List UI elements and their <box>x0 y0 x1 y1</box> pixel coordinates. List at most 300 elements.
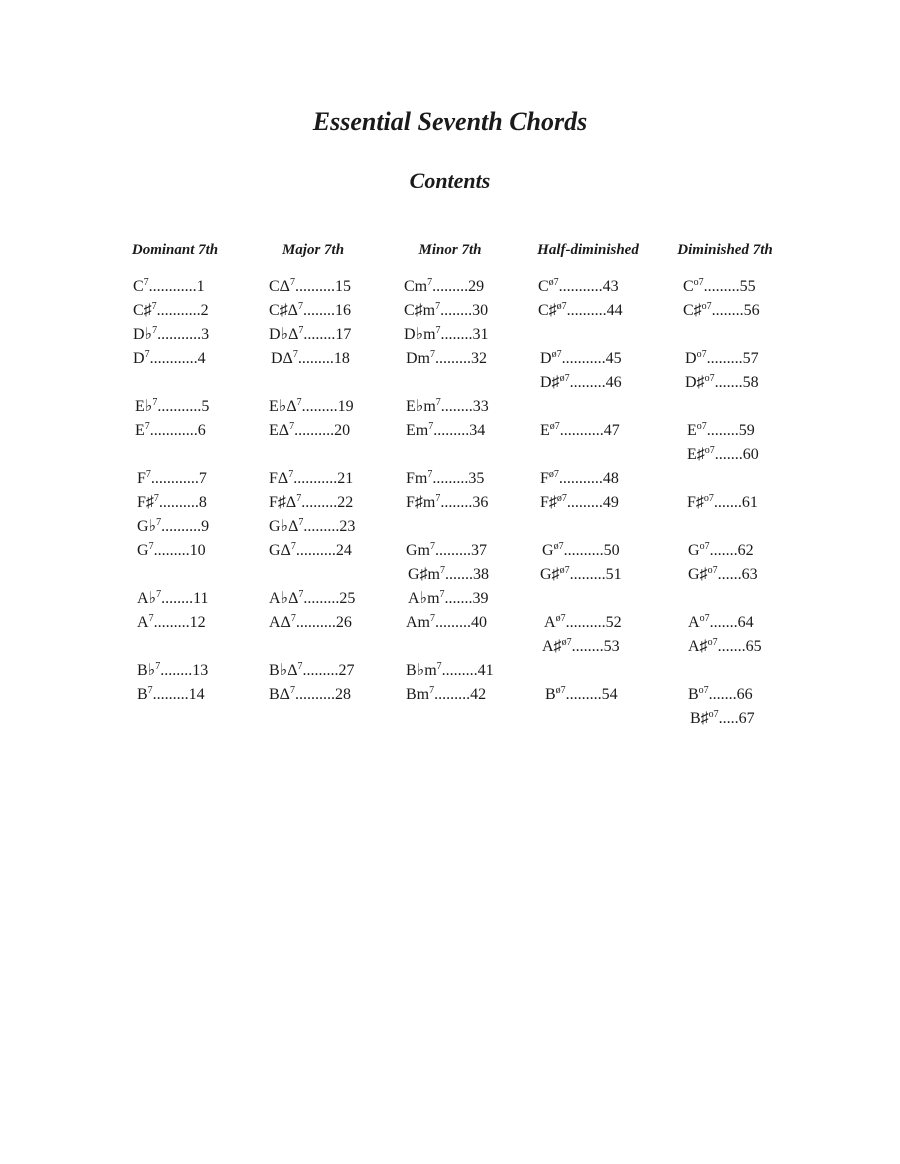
page-number: 12 <box>189 614 206 631</box>
page-number: 67 <box>738 710 755 727</box>
leader-dots: ........ <box>440 494 473 511</box>
contents-entry <box>540 565 622 585</box>
chord-superscript: 7 <box>148 541 154 552</box>
contents-entry <box>404 325 489 345</box>
chord-superscript: 7 <box>435 397 441 408</box>
contents-entry <box>408 565 489 585</box>
contents-entry <box>269 397 354 417</box>
page-number: 63 <box>741 566 758 583</box>
contents-entry <box>133 325 209 345</box>
chord-superscript: o7 <box>693 277 704 288</box>
page-title: Essential Seventh Chords <box>312 107 588 136</box>
chord-name: G <box>542 542 554 559</box>
chord-superscript: 7 <box>153 493 159 504</box>
contents-entry <box>269 301 351 321</box>
page-number: 28 <box>334 686 351 703</box>
chord-superscript: 7 <box>151 301 157 312</box>
page-number: 45 <box>605 350 622 367</box>
leader-dots: ....... <box>444 590 473 607</box>
chord-superscript: o7 <box>707 637 718 648</box>
page-number: 58 <box>742 374 759 391</box>
leader-dots: ......... <box>566 494 603 511</box>
page-number: 5 <box>201 398 210 415</box>
chord-superscript: 7 <box>144 349 150 360</box>
leader-dots: ......... <box>153 542 190 559</box>
page-number: 2 <box>200 302 209 319</box>
page-number: 40 <box>471 614 487 631</box>
chord-superscript: ø7 <box>553 541 564 552</box>
leader-dots: ............ <box>150 470 199 487</box>
chord-name: C♯ <box>133 302 152 319</box>
contents-entry <box>135 421 206 441</box>
contents-entry <box>137 469 207 489</box>
leader-dots: ....... <box>708 686 737 703</box>
contents-entry <box>408 589 489 609</box>
column-header-diminished-7th: Diminished 7th <box>677 242 773 258</box>
chord-superscript: o7 <box>708 709 719 720</box>
leader-dots: ........... <box>157 398 202 415</box>
chord-superscript: 7 <box>289 421 295 432</box>
page-number: 64 <box>737 614 754 631</box>
chord-name: D <box>540 350 552 367</box>
page-number: 47 <box>603 422 620 439</box>
page-number: 44 <box>606 302 623 319</box>
contents-entry <box>269 661 355 681</box>
chord-name: B <box>545 686 556 703</box>
leader-dots: ......... <box>432 470 469 487</box>
chord-superscript: 7 <box>297 661 303 672</box>
page-number: 52 <box>605 614 622 631</box>
chord-superscript: o7 <box>696 421 707 432</box>
chord-name: Am <box>406 614 430 631</box>
chord-superscript: 7 <box>156 517 162 528</box>
page-number: 41 <box>477 662 494 679</box>
chord-name: C <box>538 278 549 295</box>
chord-name: G♭ <box>137 518 157 535</box>
leader-dots: ......... <box>153 614 190 631</box>
leader-dots: ............ <box>148 278 197 295</box>
chord-name: G♯ <box>688 566 708 583</box>
leader-dots: ......... <box>706 350 743 367</box>
contents-entry <box>406 349 487 369</box>
chord-superscript: 7 <box>440 565 445 576</box>
chord-superscript: 7 <box>430 349 435 360</box>
contents-entry <box>540 373 622 393</box>
chord-superscript: o7 <box>704 445 715 456</box>
chord-superscript: ø7 <box>556 301 567 312</box>
leader-dots: ......... <box>569 566 606 583</box>
chord-name: C♯Δ <box>269 302 298 319</box>
chord-superscript: 7 <box>297 301 303 312</box>
chord-name: A <box>688 614 700 631</box>
chord-superscript: 7 <box>427 277 433 288</box>
chord-name: Gm <box>406 542 430 559</box>
chord-name: A <box>137 614 149 631</box>
chord-superscript: o7 <box>703 493 714 504</box>
chord-name: B <box>688 686 699 703</box>
page-number: 20 <box>334 422 351 439</box>
page-number: 49 <box>602 494 619 511</box>
leader-dots: .......... <box>295 614 336 631</box>
leader-dots: ........... <box>157 326 202 343</box>
contents-entry <box>269 613 352 633</box>
chord-name: G♯m <box>408 566 440 583</box>
page-number: 62 <box>737 542 754 559</box>
leader-dots: ......... <box>703 278 740 295</box>
page-number: 33 <box>472 398 489 415</box>
page-number: 26 <box>335 614 352 631</box>
leader-dots: ......... <box>433 422 470 439</box>
page-number: 32 <box>471 350 487 367</box>
contents-entry <box>406 397 489 417</box>
leader-dots: ......... <box>152 686 189 703</box>
chord-superscript: 7 <box>147 685 153 696</box>
chord-superscript: 7 <box>290 541 296 552</box>
leader-dots: ....... <box>713 494 742 511</box>
chord-superscript: 7 <box>296 397 302 408</box>
contents-entry <box>687 421 755 441</box>
page-number: 13 <box>192 662 209 679</box>
contents-entry <box>404 277 484 297</box>
leader-dots: ......... <box>569 374 606 391</box>
page-number: 10 <box>189 542 206 559</box>
chord-superscript: ø7 <box>555 613 566 624</box>
page-number: 11 <box>193 590 209 607</box>
page-number: 18 <box>333 350 350 367</box>
leader-dots: ........ <box>160 662 193 679</box>
page-number: 38 <box>473 566 489 583</box>
chord-superscript: 7 <box>155 661 161 672</box>
chord-superscript: 7 <box>427 469 433 480</box>
leader-dots: ........... <box>293 470 338 487</box>
leader-dots: ....... <box>445 566 473 583</box>
page-number: 14 <box>188 686 205 703</box>
leader-dots: ........... <box>558 278 603 295</box>
leader-dots: ....... <box>709 542 738 559</box>
chord-superscript: 7 <box>152 397 158 408</box>
chord-superscript: 7 <box>298 325 304 336</box>
page-number: 17 <box>335 326 352 343</box>
chord-superscript: ø7 <box>548 469 559 480</box>
chord-name: F♯ <box>540 494 557 511</box>
leader-dots: .......... <box>563 542 604 559</box>
chord-name: AΔ <box>269 614 291 631</box>
page-number: 37 <box>471 542 487 559</box>
page-number: 35 <box>468 470 485 487</box>
chord-name: E <box>540 422 550 439</box>
chord-name: A <box>544 614 556 631</box>
leader-dots: ......... <box>301 398 338 415</box>
chord-superscript: 7 <box>429 685 435 696</box>
contents-entry <box>269 541 352 561</box>
page-number: 1 <box>196 278 205 295</box>
contents-entry <box>133 349 206 369</box>
page-number: 7 <box>198 470 207 487</box>
chord-superscript: ø7 <box>559 565 570 576</box>
contents-entry <box>685 373 759 393</box>
chord-superscript: o7 <box>699 541 710 552</box>
contents-entry <box>544 613 622 633</box>
leader-dots: ....... <box>714 374 743 391</box>
chord-name: G♭Δ <box>269 518 299 535</box>
chord-name: Bm <box>406 686 430 703</box>
leader-dots: ......... <box>297 350 334 367</box>
contents-entry <box>406 469 484 489</box>
chord-name: D♭ <box>133 326 153 343</box>
leader-dots: .......... <box>295 542 336 559</box>
leader-dots: .......... <box>566 302 607 319</box>
chord-name: C <box>683 278 694 295</box>
page-number: 6 <box>197 422 206 439</box>
page-number: 50 <box>603 542 620 559</box>
contents-entry <box>135 397 209 417</box>
page-number: 22 <box>337 494 354 511</box>
page-number: 61 <box>741 494 758 511</box>
chord-name: A♭m <box>408 590 440 607</box>
page-number: 29 <box>468 278 485 295</box>
page-number: 19 <box>337 398 354 415</box>
leader-dots: ....... <box>714 446 743 463</box>
contents-entry <box>688 613 754 633</box>
chord-name: E <box>687 422 697 439</box>
contents-entry <box>688 565 758 585</box>
leader-dots: ........... <box>559 422 604 439</box>
contents-entry <box>688 541 754 561</box>
contents-entry <box>133 277 205 297</box>
chord-superscript: ø7 <box>559 373 570 384</box>
page-number: 56 <box>743 302 760 319</box>
chord-name: BΔ <box>269 686 290 703</box>
contents-entry <box>542 637 620 657</box>
chord-name: F♯m <box>406 494 436 511</box>
leader-dots: ........ <box>440 398 473 415</box>
contents-entry <box>540 421 620 441</box>
chord-name: C <box>133 278 144 295</box>
contents-entry <box>406 661 494 681</box>
contents-entry <box>538 301 623 321</box>
page-number: 4 <box>197 350 206 367</box>
page-number: 23 <box>339 518 356 535</box>
contents-entry <box>683 301 760 321</box>
chord-name: Em <box>406 422 429 439</box>
page-number: 55 <box>739 278 756 295</box>
leader-dots: ........... <box>561 350 606 367</box>
page-number: 59 <box>738 422 755 439</box>
chord-superscript: 7 <box>435 493 441 504</box>
contents-entry <box>687 493 758 513</box>
contents-entry <box>137 541 206 561</box>
leader-dots: ......... <box>441 662 478 679</box>
chord-name: F♯ <box>137 494 154 511</box>
contents-entry <box>137 517 209 537</box>
page-number: 24 <box>335 542 352 559</box>
contents-entry <box>137 493 207 513</box>
contents-entry <box>271 349 350 369</box>
page-number: 48 <box>602 470 619 487</box>
chord-name: A♭Δ <box>269 590 299 607</box>
chord-superscript: ø7 <box>555 685 566 696</box>
contents-entry <box>137 613 206 633</box>
chord-name: C♯ <box>538 302 557 319</box>
contents-entry <box>545 685 618 705</box>
leader-dots: ...... <box>717 566 742 583</box>
chord-name: F♯Δ <box>269 494 297 511</box>
chord-superscript: 7 <box>436 661 442 672</box>
chord-superscript: o7 <box>707 565 718 576</box>
chord-name: EΔ <box>269 422 290 439</box>
contents-entry <box>688 637 762 657</box>
page-number: 34 <box>469 422 486 439</box>
chord-superscript: 7 <box>152 325 158 336</box>
leader-dots: .......... <box>294 686 335 703</box>
contents-entry <box>540 469 619 489</box>
contents-entry <box>137 589 209 609</box>
leader-dots: ......... <box>435 614 471 631</box>
contents-entry <box>406 493 488 513</box>
chord-superscript: 7 <box>289 685 295 696</box>
contents-entry <box>404 301 488 321</box>
leader-dots: ........... <box>156 302 201 319</box>
chord-name: B♭m <box>406 662 437 679</box>
chord-name: C♯m <box>404 302 436 319</box>
chord-superscript: 7 <box>298 589 304 600</box>
chord-name: Cm <box>404 278 428 295</box>
leader-dots: .......... <box>294 422 335 439</box>
chord-name: F <box>540 470 549 487</box>
chord-superscript: 7 <box>290 613 296 624</box>
page-number: 21 <box>337 470 354 487</box>
page-number: 42 <box>470 686 487 703</box>
leader-dots: ........ <box>440 302 473 319</box>
chord-name: D♯ <box>540 374 560 391</box>
chord-superscript: 7 <box>298 517 304 528</box>
leader-dots: ......... <box>435 350 471 367</box>
chord-superscript: 7 <box>435 301 441 312</box>
chord-superscript: ø7 <box>556 493 567 504</box>
leader-dots: ........ <box>706 422 739 439</box>
page-number: 65 <box>745 638 762 655</box>
leader-dots: ........ <box>571 638 604 655</box>
page-number: 57 <box>742 350 759 367</box>
chord-name: F♯ <box>687 494 704 511</box>
chord-name: B <box>137 686 148 703</box>
leader-dots: ........ <box>302 302 335 319</box>
column-header-major-7th: Major 7th <box>281 242 345 258</box>
leader-dots: .......... <box>565 614 606 631</box>
contents-entry <box>269 421 350 441</box>
chord-name: E♭m <box>406 398 436 415</box>
chord-name: D♭Δ <box>269 326 299 343</box>
chord-superscript: 7 <box>145 469 151 480</box>
leader-dots: ........ <box>440 326 473 343</box>
leader-dots: .......... <box>294 278 335 295</box>
leader-dots: ......... <box>302 662 339 679</box>
page-number: 51 <box>605 566 622 583</box>
contents-entry <box>269 325 351 345</box>
chord-superscript: 7 <box>289 277 295 288</box>
chord-superscript: o7 <box>699 613 710 624</box>
contents-entry <box>406 541 487 561</box>
chord-superscript: 7 <box>439 589 445 600</box>
chord-name: D♭m <box>404 326 436 343</box>
chord-name: Dm <box>406 350 430 367</box>
page-number: 15 <box>334 278 351 295</box>
contents-entry <box>683 277 756 297</box>
chord-superscript: 7 <box>156 589 162 600</box>
leader-dots: ........... <box>558 470 603 487</box>
chord-name: Fm <box>406 470 428 487</box>
leader-dots: .......... <box>158 494 199 511</box>
chord-name: B♭Δ <box>269 662 298 679</box>
page-number: 39 <box>472 590 489 607</box>
leader-dots: ............ <box>149 350 198 367</box>
leader-dots: ..... <box>718 710 739 727</box>
chord-name: D♯ <box>685 374 705 391</box>
leader-dots: .......... <box>161 518 202 535</box>
page-number: 53 <box>603 638 620 655</box>
contents-entry <box>406 421 485 441</box>
contents-entry <box>406 613 487 633</box>
page-number: 43 <box>602 278 619 295</box>
chord-superscript: ø7 <box>549 421 560 432</box>
chord-name: B♯ <box>690 710 709 727</box>
chord-name: G♯ <box>540 566 560 583</box>
contents-heading: Contents <box>409 168 491 193</box>
chord-name: D <box>133 350 145 367</box>
page-number: 31 <box>472 326 489 343</box>
page-number: 36 <box>472 494 489 511</box>
leader-dots: ......... <box>565 686 602 703</box>
chord-name: F <box>137 470 146 487</box>
chord-name: E♭ <box>135 398 153 415</box>
contents-entry <box>269 469 353 489</box>
page-number: 30 <box>472 302 489 319</box>
chord-name: A♭ <box>137 590 157 607</box>
chord-superscript: 7 <box>288 469 294 480</box>
chord-name: D <box>685 350 697 367</box>
chord-superscript: 7 <box>428 421 434 432</box>
page-number: 3 <box>201 326 210 343</box>
page-number: 27 <box>338 662 355 679</box>
chord-name: A♯ <box>542 638 562 655</box>
page-number: 66 <box>736 686 753 703</box>
page-number: 60 <box>742 446 759 463</box>
chord-name: CΔ <box>269 278 290 295</box>
chord-name: G <box>137 542 149 559</box>
chord-superscript: 7 <box>430 541 435 552</box>
column-header-half-diminished: Half-diminished <box>537 242 639 258</box>
chord-name: DΔ <box>271 350 293 367</box>
chord-superscript: ø7 <box>551 349 562 360</box>
leader-dots: ......... <box>435 542 471 559</box>
chord-name: G <box>688 542 700 559</box>
leader-dots: ......... <box>432 278 469 295</box>
chord-superscript: o7 <box>696 349 707 360</box>
page-number: 9 <box>201 518 210 535</box>
column-header-dominant-7th: Dominant 7th <box>131 242 219 258</box>
contents-entry <box>137 661 208 681</box>
contents-entry <box>269 493 353 513</box>
chord-superscript: 7 <box>144 421 150 432</box>
contents-entry <box>269 517 355 537</box>
leader-dots: ....... <box>709 614 738 631</box>
leader-dots: ......... <box>301 494 338 511</box>
chord-name: B♭ <box>137 662 156 679</box>
chord-superscript: 7 <box>430 613 435 624</box>
chord-superscript: o7 <box>701 301 712 312</box>
contents-entry <box>269 277 351 297</box>
chord-superscript: 7 <box>296 493 302 504</box>
